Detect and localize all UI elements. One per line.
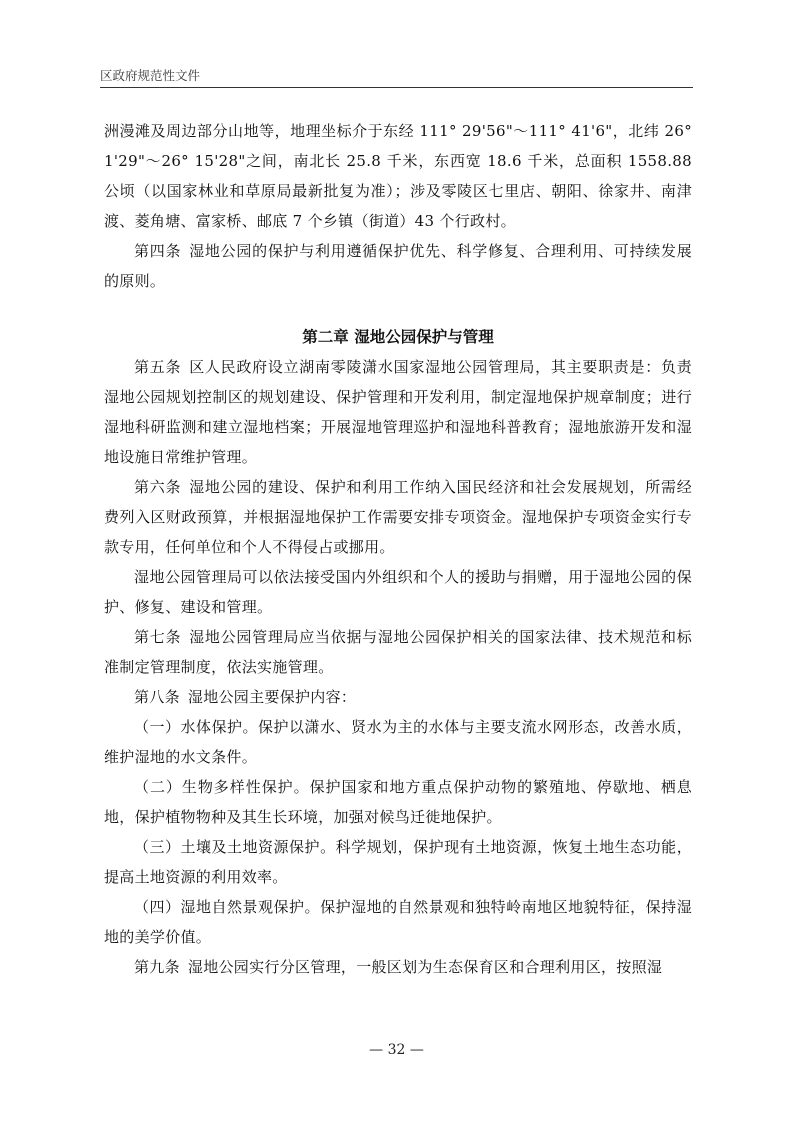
article-number: 第八条: [134, 688, 180, 706]
header-title: 区政府规范性文件: [100, 68, 201, 83]
list-item-water-protection: [104, 712, 692, 772]
paragraph-text: 湿地公园管理局可以依法接受国内外组织和个人的援助与捐赠，用于湿地公园的保护、修复、建设和管理。: [104, 568, 692, 616]
page-footer: [0, 1042, 793, 1058]
article-9: [104, 952, 692, 982]
article-text: 湿地公园的保护与利用遵循保护优先、科学修复、合理利用、可持续发展的原则。: [104, 242, 692, 290]
list-item-biodiversity-protection: [104, 772, 692, 832]
document-body: [104, 116, 692, 982]
article-6: [104, 472, 692, 562]
article-7: [104, 622, 692, 682]
list-item-text: （四）湿地自然景观保护。保护湿地的自然景观和独特岭南地区地貌特征，保持湿地的美学价值。: [104, 898, 692, 946]
list-item-text: （二）生物多样性保护。保护国家和地方重点保护动物的繁殖地、停歇地、栖息地，保护植物物种及其生长环境，加强对候鸟迁徙地保护。: [104, 778, 692, 826]
list-item-landscape-protection: [104, 892, 692, 952]
header-divider: [100, 87, 693, 88]
article-number: 第九条: [134, 958, 180, 976]
paragraph-text: 洲漫滩及周边部分山地等，地理坐标介于东经 111° 29'56"～111° 41'6"，北纬 26° 1'29"～26° 15'28"之间，南北长 25.8 千米，东西宽 18.6 千米，总面积 1558.88 公顷（以国家林业和草原局最新批复为准）；涉及零陵区七里店、朝阳、徐家井、南津渡、菱角塘、富家桥、邮底 7 个乡镇（街道）43 个行政村。: [104, 122, 692, 230]
article-text: 湿地公园管理局应当依据与湿地公园保护相关的国家法律、技术规范和标准制定管理制度，依法实施管理。: [104, 628, 692, 676]
chapter-title: 第二章 湿地公园保护与管理: [302, 328, 494, 346]
article-text: 区人民政府设立湖南零陵潇水国家湿地公园管理局，其主要职责是：负责湿地公园规划控制区的规划建设、保护管理和开发利用，制定湿地保护规章制度；进行湿地科研监测和建立湿地档案；开展湿地管理巡护和湿地科普教育；湿地旅游开发和湿地设施日常维护管理。: [104, 358, 692, 466]
article-text: 湿地公园主要保护内容：: [187, 688, 357, 706]
list-item-text: （一）水体保护。保护以潇水、贤水为主的水体与主要支流水网形态，改善水质，维护湿地的水文条件。: [104, 718, 692, 766]
article-4: [104, 236, 692, 296]
article-number: 第六条: [134, 478, 182, 496]
document-header: [100, 66, 693, 84]
article-8: [104, 682, 692, 712]
paragraph-continued: [104, 116, 692, 236]
page-number: — 32 —: [369, 1042, 424, 1058]
article-number: 第四条: [134, 242, 182, 260]
list-item-text: （三）土壤及土地资源保护。科学规划，保护现有土地资源，恢复土地生态功能，提高土地资源的利用效率。: [104, 838, 692, 886]
article-text: 湿地公园的建设、保护和利用工作纳入国民经济和社会发展规划，所需经费列入区财政预算，并根据湿地保护工作需要安排专项资金。湿地保护专项资金实行专款专用，任何单位和个人不得侵占或挪用。: [104, 478, 692, 556]
article-number: 第五条: [134, 358, 182, 376]
article-5: [104, 352, 692, 472]
article-text: 湿地公园实行分区管理，一般区划为生态保育区和合理利用区，按照湿: [187, 958, 663, 976]
article-6-paragraph-2: [104, 562, 692, 622]
list-item-soil-protection: [104, 832, 692, 892]
article-number: 第七条: [134, 628, 182, 646]
